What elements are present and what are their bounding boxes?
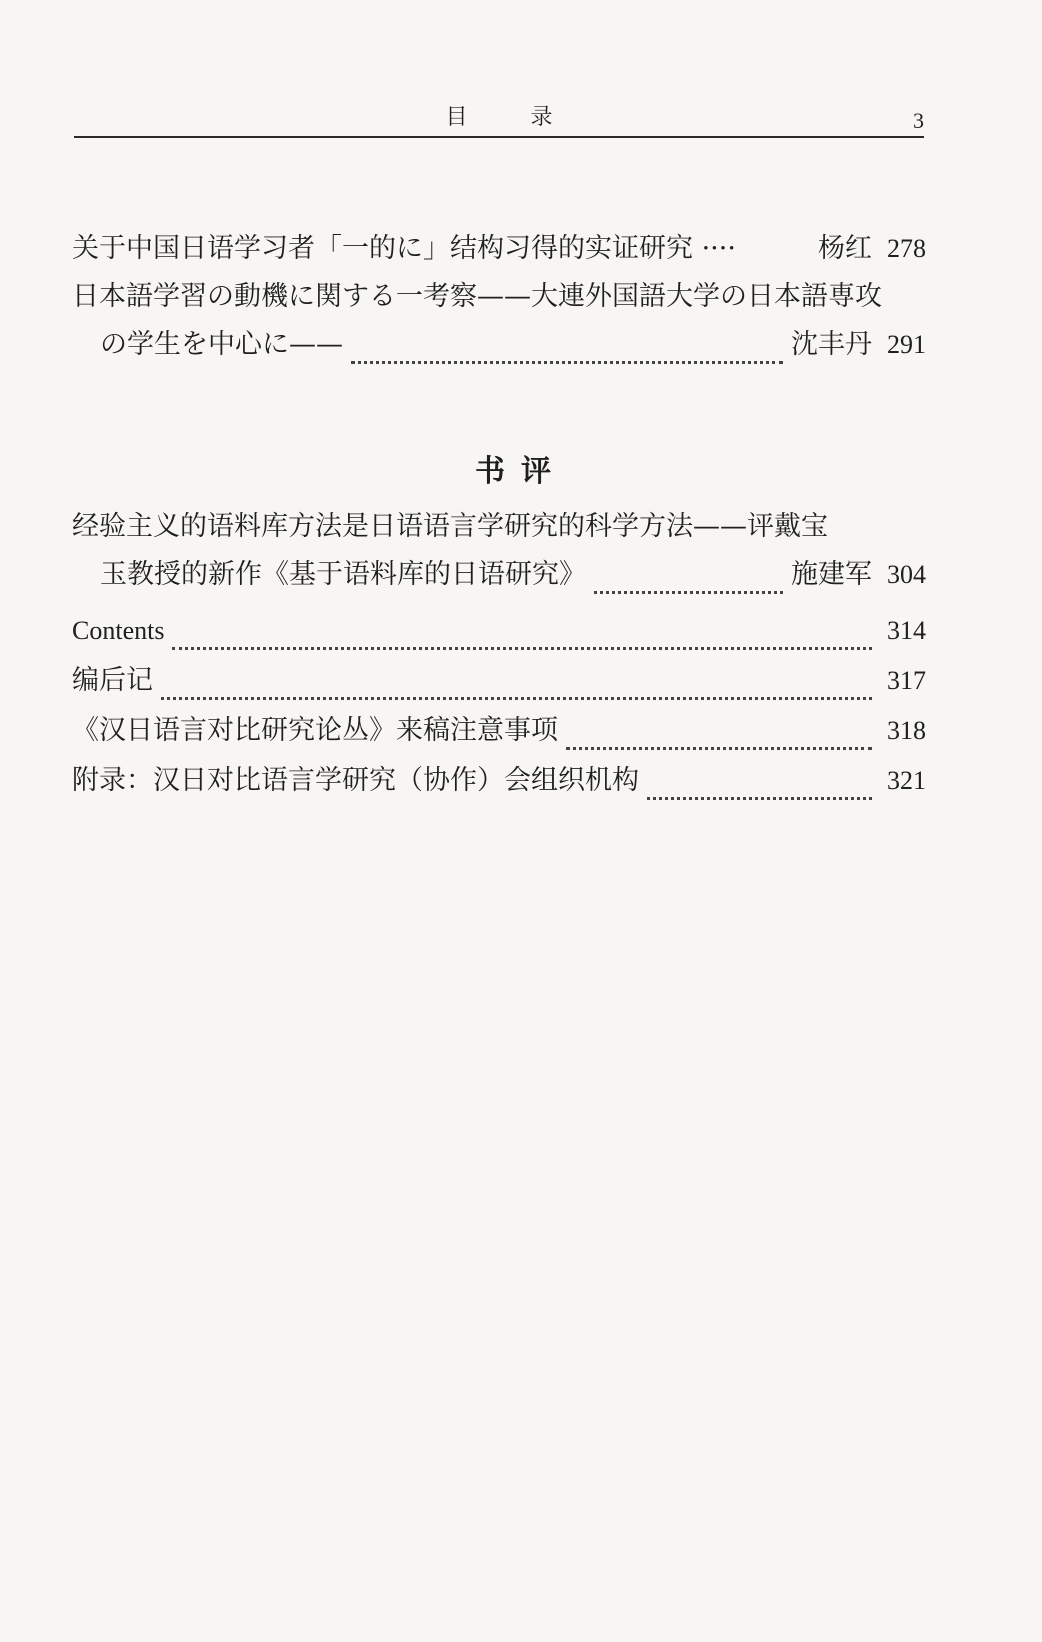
toc-entry-title: 日本語学習の動機に関する一考察——大連外国語大学の日本語専攻 [72, 281, 882, 312]
toc-entry-page: 321 [887, 766, 926, 795]
leader-dots [566, 737, 872, 750]
toc-entry[interactable] [72, 664, 926, 712]
toc-entry-title: 附录：汉日对比语言学研究（协作）会组织机构 [72, 765, 639, 796]
toc-entry-title-cont: 玉教授的新作《基于语料库的日语研究》 [100, 559, 586, 590]
toc-entry-title: Contents [72, 616, 165, 645]
toc-entry-page: 317 [887, 666, 926, 695]
header-page-number: 3 [913, 108, 924, 133]
toc-entry[interactable] [72, 510, 926, 606]
toc-entry-page: 278 [887, 234, 926, 263]
toc-entry[interactable] [72, 614, 926, 662]
toc-entry-title: 《汉日语言对比研究论丛》来稿注意事项 [72, 715, 558, 746]
leader-dots [161, 687, 872, 700]
toc-entry-author: 沈丰丹 [791, 329, 872, 360]
toc-entry[interactable] [72, 280, 926, 376]
leader-dots [647, 787, 872, 800]
toc-entry-author: 施建军 [791, 559, 872, 590]
toc-entry[interactable] [72, 714, 926, 762]
toc-entry-page: 304 [887, 560, 926, 589]
toc-entry-title: 关于中国日语学习者「一的に」结构习得的实证研究 ···· [72, 233, 736, 264]
toc-entry-page: 314 [887, 616, 926, 645]
section-heading: 书评 [475, 454, 567, 489]
toc-entry[interactable] [72, 764, 926, 812]
leader-dots [351, 351, 783, 364]
toc-entry-author: 杨红 [818, 233, 872, 264]
toc-entry-title-cont: の学生を中心に—— [100, 329, 343, 360]
toc-entry-page: 291 [887, 330, 926, 359]
header-title: 目 录 [445, 105, 581, 130]
running-header [74, 100, 924, 138]
toc-entry[interactable] [72, 232, 926, 280]
toc-entry-title: 编后记 [72, 665, 153, 696]
leader-dots [594, 581, 783, 594]
toc-entry-page: 318 [887, 716, 926, 745]
toc-entry-title: 经验主义的语料库方法是日语语言学研究的科学方法——评戴宝 [72, 511, 828, 542]
leader-dots [172, 637, 872, 650]
